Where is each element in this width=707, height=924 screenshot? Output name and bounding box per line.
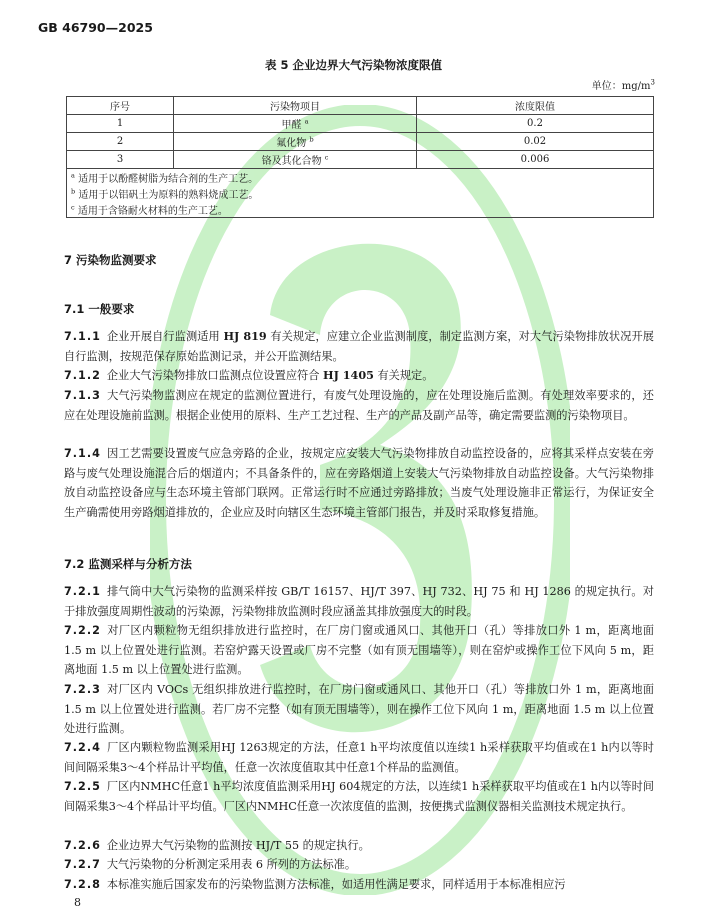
clause-7-1-4: 7.1.4 因工艺需要设置废气应急旁路的企业，按规定应安装大气污染物排放自动监控设备的，应将其采样点安装在旁路与废气处理设施混合后的烟道内；不具备条件的，应在旁路烟道上安装大气污染物排放自动监控设备。大气污染物排放自动监控设备应与生态环境主管部门联网。正常运行时不应通过旁路排放；当废气处理设施非正常运行，为保证安全生产确需使用旁路烟道排放的，企业应及时向辖区生态环境主管部门报告，并及时采取修复措施。 [64, 447, 654, 519]
clause-7-2-5: 7.2.5 厂区内NMHC任意1 h平均浓度值监测采用HJ 604规定的方法，以连续1 h采样获取平均值或在1 h内以等时间间隔采集3～4个样品计平均值。厂区内NMHC任意一次浓度值的监测，按便携式监测仪器相关监测技术规定执行。 [64, 780, 654, 813]
table-note: $^a$ 适用于以酚醛树脂为结合剂的生产工艺。 [67, 169, 654, 186]
clause-7-2-8: 7.2.8 本标准实施后国家发布的污染物监测方法标准，如适用性满足要求，同样适用于本标准相应污 [64, 878, 566, 891]
section-7-1-heading: 7.1 一般要求 [64, 302, 135, 316]
clause-7-1-2: 7.1.2 企业大气污染物排放口监测点位设置应符合 HJ 1405 有关规定。 [64, 368, 434, 382]
cell-no: 2 [67, 133, 174, 151]
header-cell-no: 序号 [67, 97, 174, 115]
section-7-heading: 7 污染物监测要求 [64, 253, 157, 267]
table-note: $^c$ 适用于含铬耐火材料的生产工艺。 [67, 201, 654, 218]
cell-item: 铬及其化合物 $^c$ [174, 151, 417, 169]
cell-no: 3 [67, 151, 174, 169]
clause-7-2-4: 7.2.4 厂区内颗粒物监测采用HJ 1263规定的方法，任意1 h平均浓度值以连续1 h采样获取平均值或在1 h内以等时间间隔采集3～4个样品计平均值，任意一次浓度值取其中任意1个样品的监测值。 [64, 741, 654, 774]
header-cell-limit: 浓度限值 [417, 97, 654, 115]
table-title: 表 5 企业边界大气污染物浓度限值 [264, 58, 442, 72]
standard-number: GB 46790—2025 [38, 20, 153, 35]
limits-table [66, 96, 654, 218]
header-cell-item: 污染物项目 [174, 97, 417, 115]
section-7-2-heading: 7.2 监测采样与分析方法 [64, 557, 192, 571]
cell-item: 甲醛 $^a$ [174, 115, 417, 133]
page-number: 8 [74, 896, 81, 909]
clause-7-1-1: 7.1.1 企业开展自行监测适用 HJ 819 有关规定，应建立企业监测制度，制定监测方案，对大气污染物排放状况开展自行监测，按规范保存原始监测记录，并公开监测结果。 [64, 329, 654, 363]
table-header-row [67, 97, 654, 115]
clause-7-2-7: 7.2.7 大气污染物的分析测定采用表 6 所列的方法标准。 [64, 858, 357, 871]
table-unit: 单位：$mg/m^3$ [591, 78, 655, 92]
table-row [67, 133, 654, 151]
clause-7-1-3: 7.1.3 大气污染物监测应在规定的监测位置进行，有废气处理设施的，应在处理设施后监测。有处理效率要求的，还应在处理设施前监测。根据企业使用的原料、生产工艺过程、生产的产品及副产品等，确定需要监测的污染物项目。 [64, 389, 654, 422]
cell-limit: 0.02 [417, 133, 654, 151]
clause-7-2-1: 7.2.1 排气筒中大气污染物的监测采样按 GB/T 16157、HJ/T 397、HJ 732、HJ 75 和 HJ 1286 的规定执行。对于排放强度周期性波动的污染源，污染物排放监测时段应涵盖其排放强度大的时段。 [64, 585, 654, 618]
clause-7-2-3: 7.2.3 对厂区内 VOCs 无组织排放进行监控时，在厂房门窗或通风口、其他开口（孔）等排放口外 1 m，距离地面 1.5 m 以上位置处进行监测。若厂房不完整（如有顶无围墙等），则在操作工位下风向 1 m，距离地面 1.5 m 以上位置处进行监测。 [64, 683, 654, 735]
table-row [67, 115, 654, 133]
table-row [67, 151, 654, 169]
cell-no: 1 [67, 115, 174, 133]
cell-limit: 0.006 [417, 151, 654, 169]
clause-7-2-6: 7.2.6 企业边界大气污染物的监测按 HJ/T 55 的规定执行。 [64, 839, 370, 852]
table-note: $^b$ 适用于以铝矾土为原料的熟料烧成工艺。 [67, 185, 654, 201]
cell-limit: 0.2 [417, 115, 654, 133]
clause-7-2-2: 7.2.2 对厂区内颗粒物无组织排放进行监控时，在厂房门窗或通风口、其他开口（孔）等排放口外 1 m，距离地面 1.5 m 以上位置处进行监测。若窑炉露天设置或厂房不完整（如有顶无围墙等），则在窑炉或操作工位下风向 5 m，距离地面 1.5 m 以上位置处进行监测。 [64, 624, 654, 676]
cell-item: 氟化物 $^b$ [174, 133, 417, 151]
